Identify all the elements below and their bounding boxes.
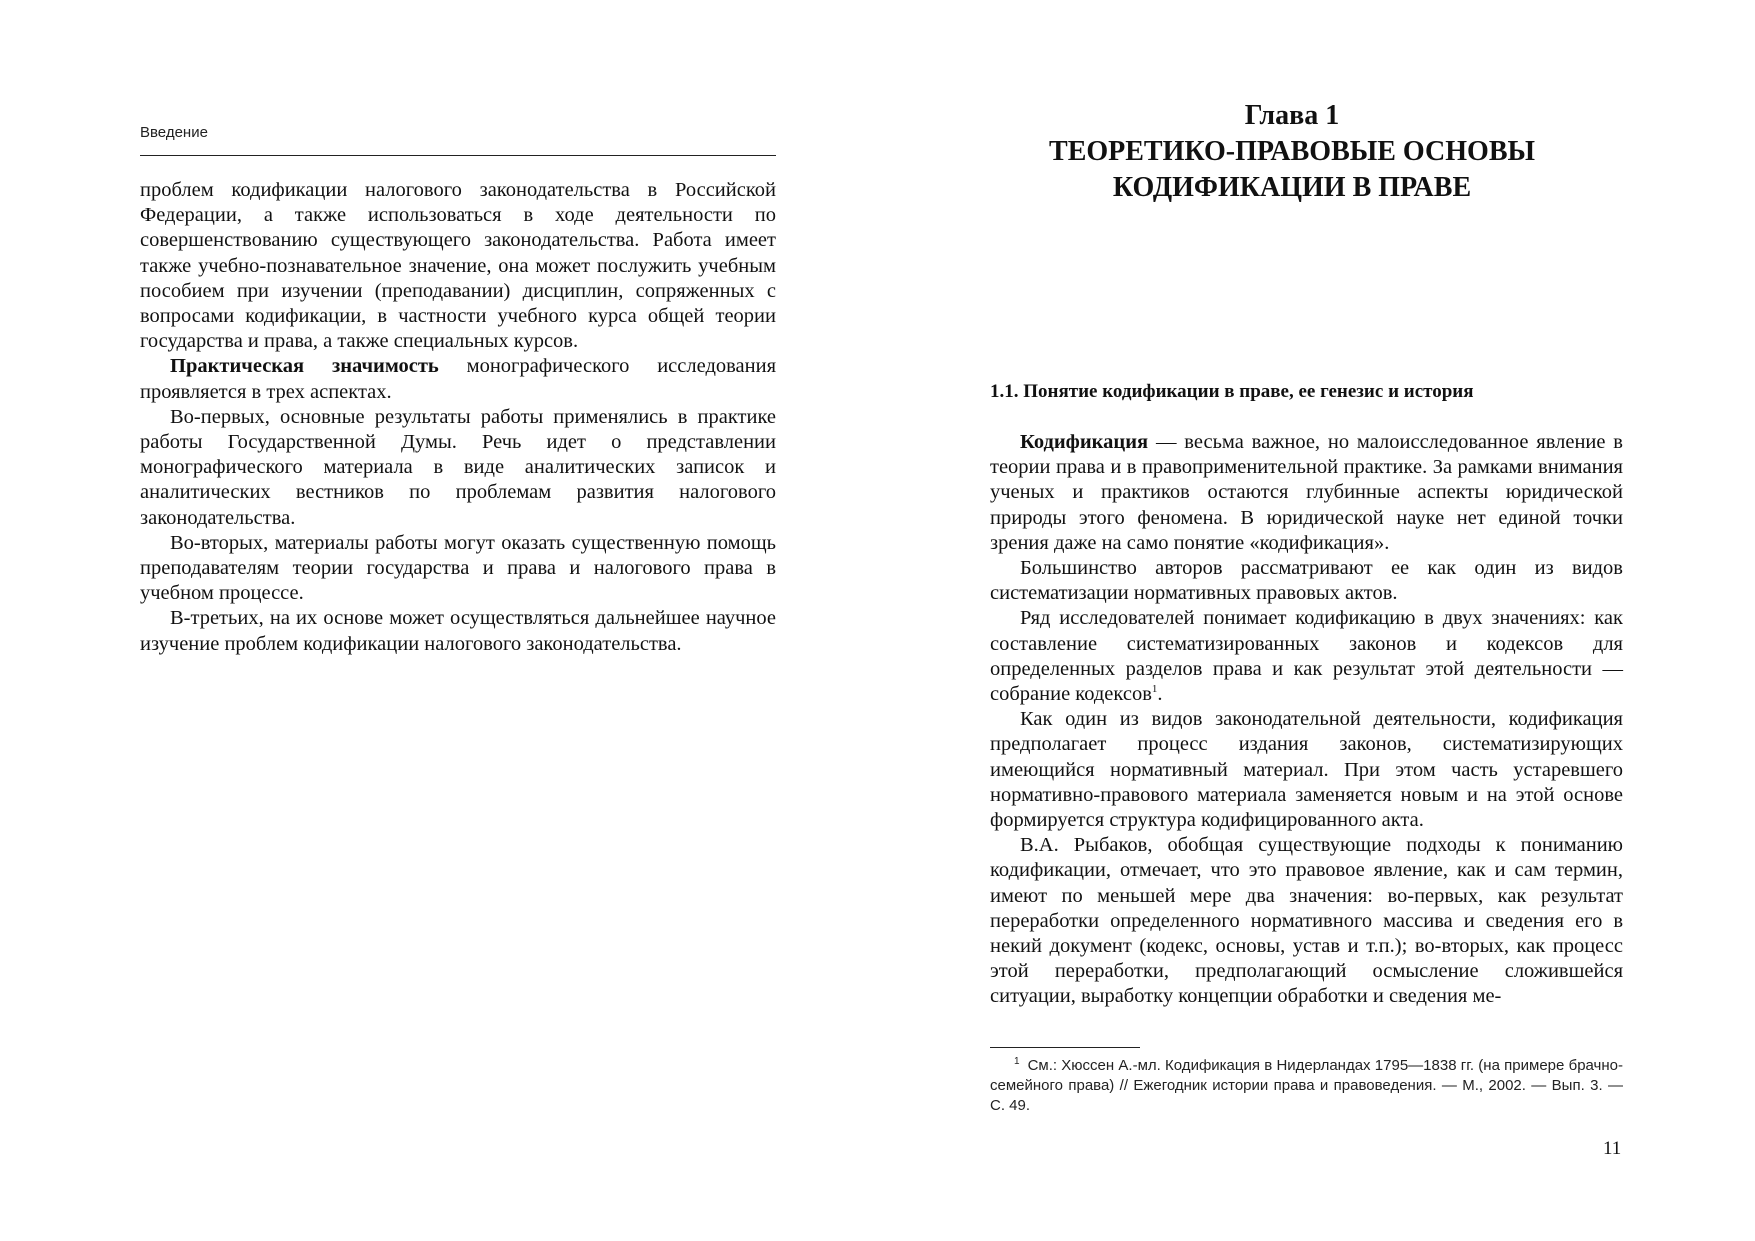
footnote-reference: 1: [1151, 683, 1158, 696]
bold-term: Кодификация: [1020, 431, 1149, 453]
chapter-number: Глава 1: [1244, 100, 1340, 131]
paragraph: В-третьих, на их основе может осуществляться дальнейшее научное изучение проблем кодификации налогового законодательства.: [140, 607, 776, 655]
paragraph: Практическая значимость монографического исследования проявляется в трех аспектах.: [140, 355, 777, 403]
bold-term: Практическая значимость: [170, 355, 439, 378]
footnote-mark: 1: [1014, 1056, 1020, 1067]
page-number: 11: [1603, 1138, 1622, 1159]
paragraph: Как один из видов законодательной деятельности, кодификация предполагает процесс издания законов, систематизирующих имеющийся нормативный материал. При этом часть устаревшего нормативно-правового материала заменяется новым и на этой основе формируется структура кодифицированного акта.: [990, 708, 1623, 832]
paragraph: проблем кодификации налогового законодательства в Российской Федерации, а также использоваться в ходе деятельности по совершенствованию существующего законодательства. Работа имеет также учебно-познавательное значение, она может послужить учебным пособием при изучении (преподавании) дисциплин, сопряженных с вопросами кодификации, в частности учебного курса общей теории государства и права, а также специальных курсов.: [140, 179, 776, 353]
footnote-text: См.: Хюссен А.-мл. Кодификация в Нидерландах 1795—1838 гг. (на примере брачно-семейного права) // Ежегодник истории права и правоведения. — М., 2002. — Вып. 3. — С. 49.: [990, 1057, 1623, 1114]
footnote: [990, 1056, 1623, 1116]
left-page: [0, 0, 877, 1241]
paragraph: Кодификация — весьма важное, но малоисследованное явление в теории права и в правоприменительной практике. За рамками внимания ученых и практиков остаются глубинные аспекты юридической природы этого феномена. В юридической науке нет единой точки зрения даже на само понятие «кодификация».: [990, 431, 1623, 554]
right-page: [877, 0, 1755, 1241]
running-head: Введение: [140, 124, 208, 141]
left-body-text: [140, 178, 776, 657]
paragraph: Большинство авторов рассматривают ее как один из видов систематизации нормативных правовых актов.: [990, 557, 1623, 605]
chapter-title: [897, 98, 1687, 206]
paragraph: Ряд исследователей понимает кодификацию в двух значениях: как составление систематизированных законов и кодексов для определенных разделов права и как результат этой деятельности — собрание кодексов$^1$.: [990, 607, 1623, 706]
paragraph: В.А. Рыбаков, обобщая существующие подходы к пониманию кодификации, отмечает, что это правовое явление, как и сам термин, имеют по меньшей мере два значения: во-первых, как результат переработки определенного нормативного массива и сведения его в некий документ (кодекс, основы, устав и т.п.); во-вторых, как процесс этой переработки, предполагающий осмысление сложившейся ситуации, выработку концепции обработки и сведения ме-: [990, 834, 1623, 1008]
right-body-text: [990, 430, 1623, 1010]
footnote-rule: [990, 1047, 1140, 1048]
paragraph: Во-вторых, материалы работы могут оказать существенную помощь преподавателям теории государства и права и налогового права в учебном процессе.: [140, 531, 776, 605]
section-heading: 1.1. Понятие кодификации в праве, ее генезис и история: [990, 381, 1474, 402]
chapter-title-line: ТЕОРЕТИКО-ПРАВОВЫЕ ОСНОВЫ: [1049, 136, 1535, 167]
header-rule: [140, 155, 776, 156]
paragraph: Во-первых, основные результаты работы применялись в практике работы Государственной Думы. Речь идет о представлении монографического материала в виде аналитических записок и аналитических вестников по проблемам развития налогового законодательства.: [140, 405, 776, 529]
chapter-title-line: КОДИФИКАЦИИ В ПРАВЕ: [1112, 172, 1472, 203]
